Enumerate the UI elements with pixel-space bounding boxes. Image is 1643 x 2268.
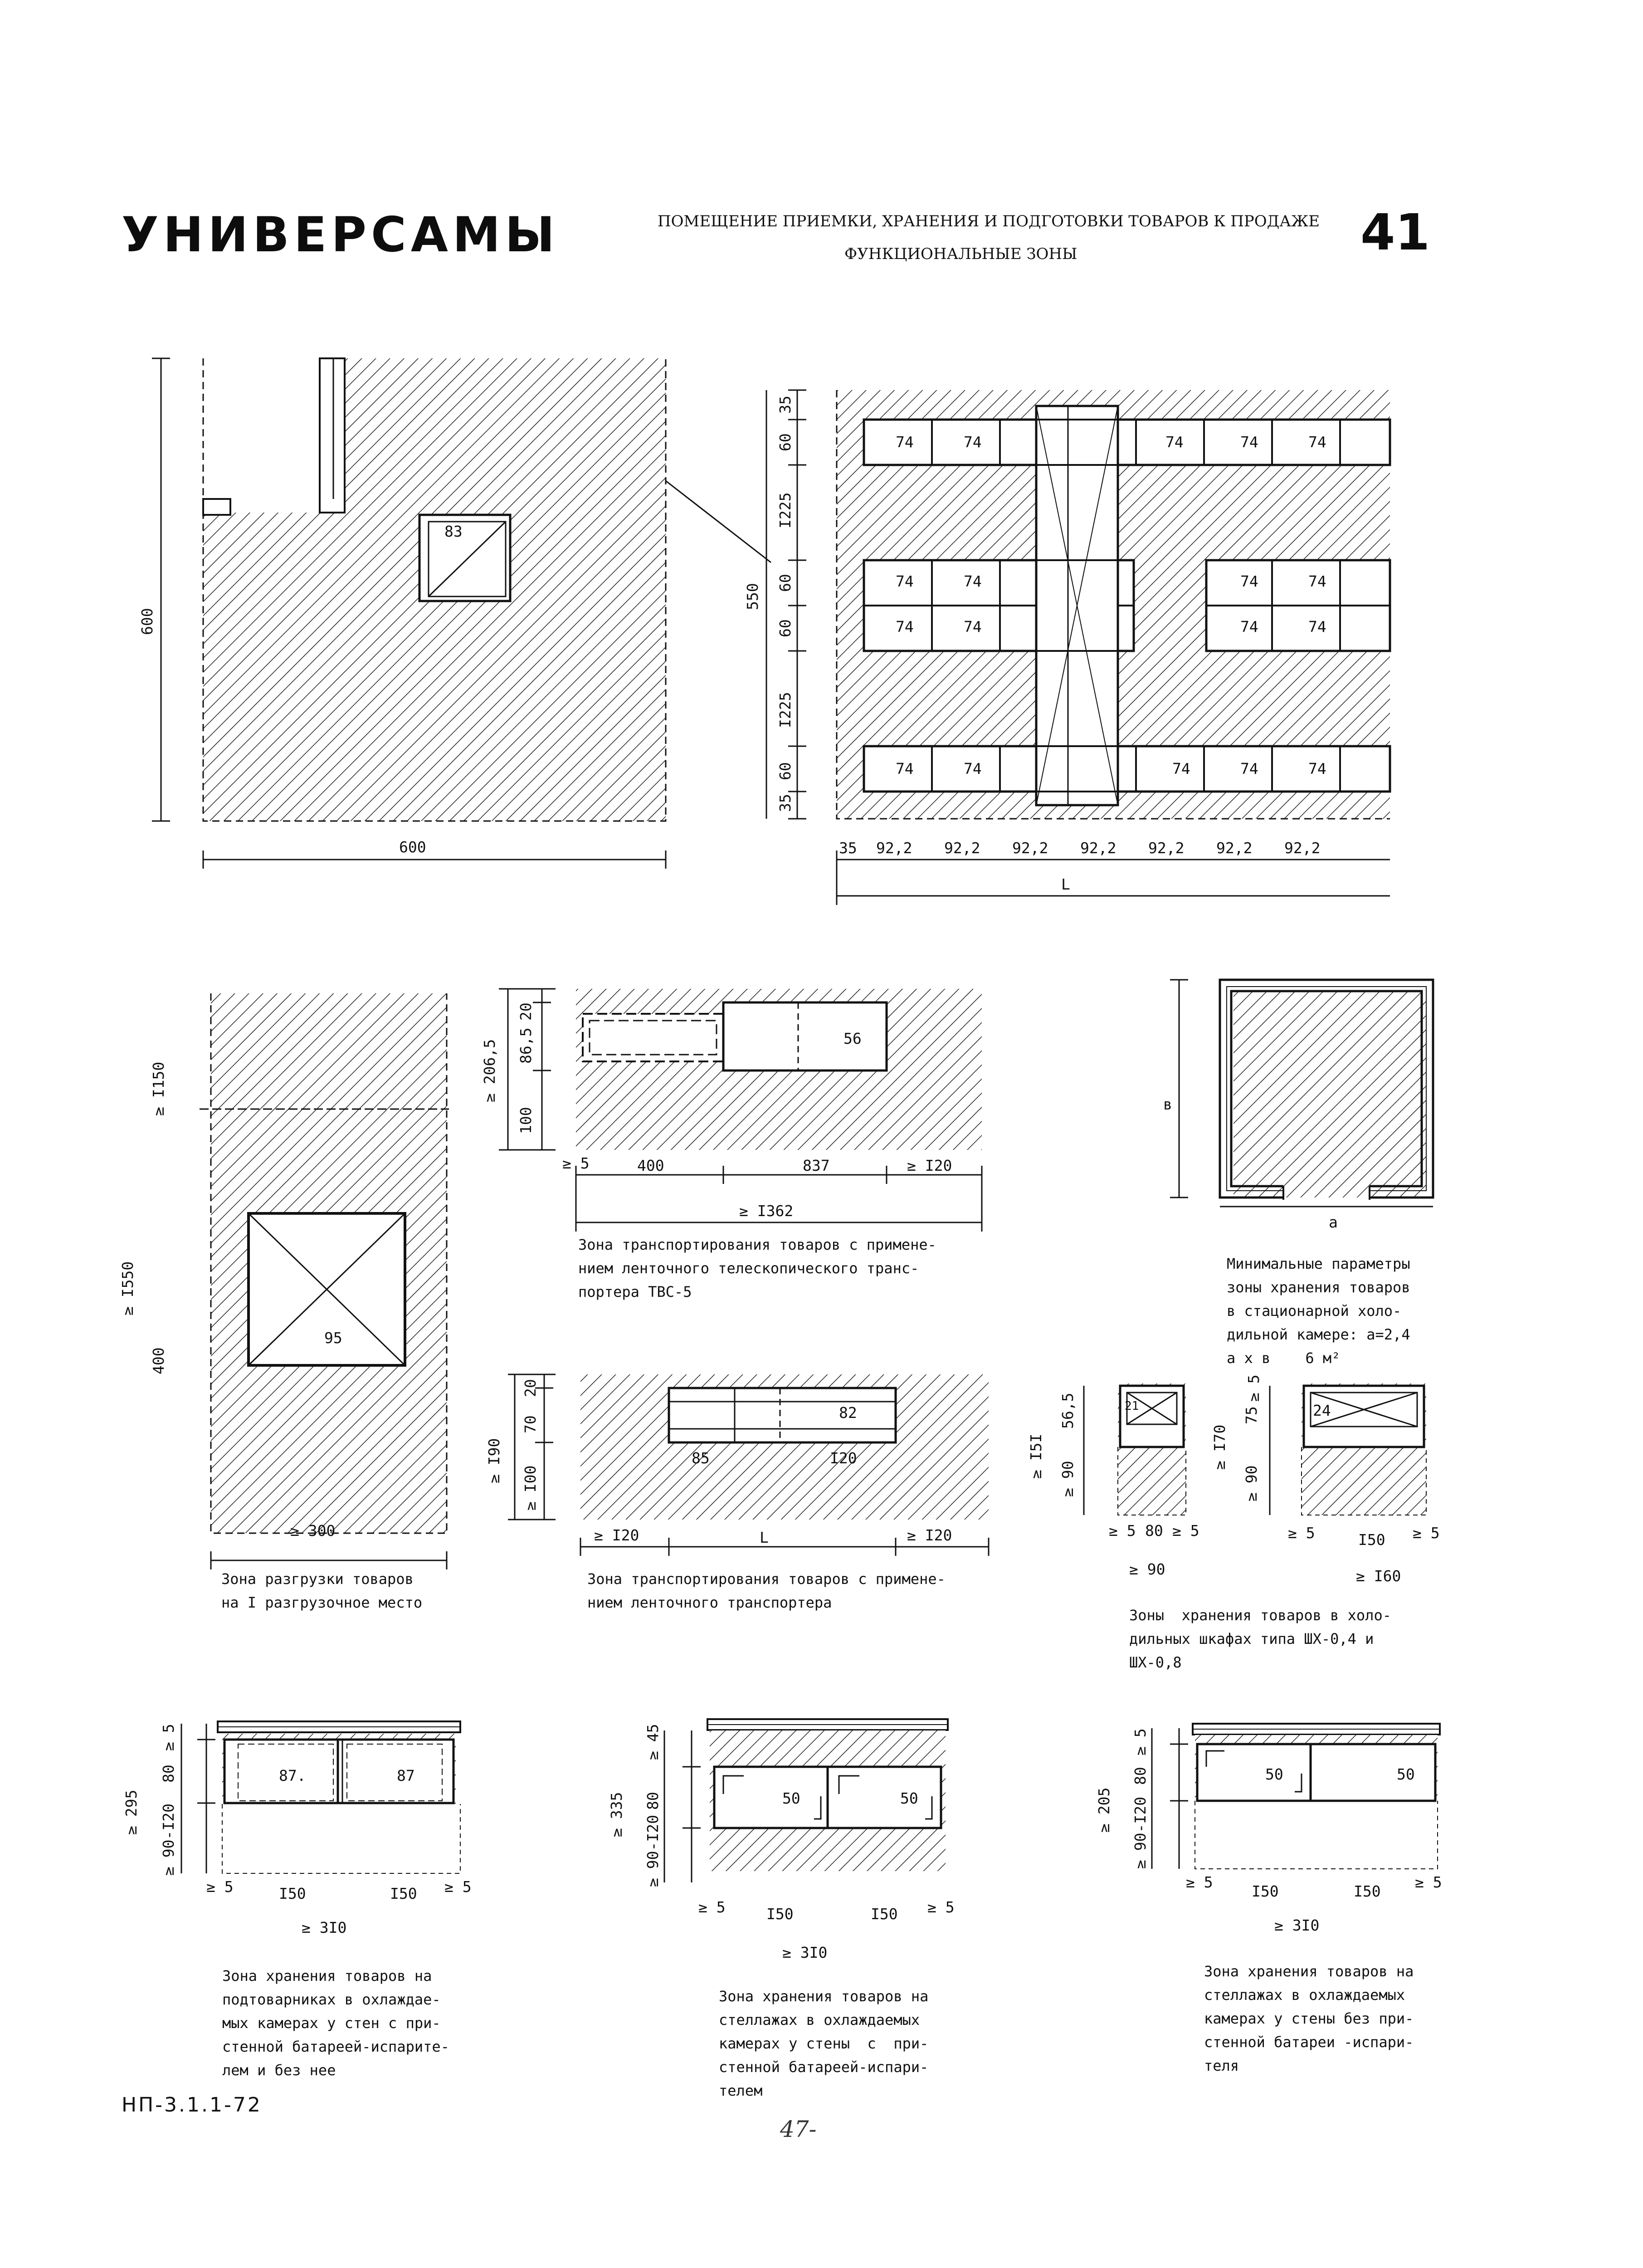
shelves-battery-caption: Зона хранения товаров на стеллажах в охлаждаемых камерах у стены с при- стенной батареей-испари- телем [719,1988,929,2099]
shelf-item: 50 [900,1789,918,1807]
pallet-item: 87 [397,1767,415,1784]
cabinet-item: 24 [1313,1402,1331,1419]
shelf-hdim: I50 [1252,1882,1279,1900]
belt-vdim: ≥ I00 [522,1465,539,1510]
belt-item: 82 [839,1404,857,1422]
rack-vdim: 60 [776,433,794,451]
rack-label: 74 [1165,433,1184,451]
rack-hdim: 35 [839,839,857,857]
belt-hdim: ≥ I20 [907,1526,952,1544]
rack-label: 74 [964,433,982,451]
telescopic-hdim: ≥ I20 [907,1157,952,1174]
rack-row-mid-right [1206,560,1390,651]
cabinet-vdim: ≥ I70 [1211,1424,1229,1470]
rack-length-label: L [1061,875,1070,893]
shelf-item: 50 [1265,1765,1283,1783]
pallet-item: 87. [279,1767,306,1784]
pallet-vdim: ≥ 90-I20 [160,1804,177,1876]
document-code: НП-3.1.1-72 [122,2093,262,2116]
rack-hdim: 92,2 [1080,839,1116,857]
shelf-vdim: ≥ 90-I20 [1131,1797,1149,1869]
cabinet-hdim: I50 [1358,1531,1385,1549]
belt-inner-dim: I20 [830,1449,857,1467]
unloading-item: 95 [324,1329,342,1347]
rack-vdim: I225 [776,492,794,528]
shelf-vtotal: ≥ 335 [608,1792,625,1837]
rack-label: 74 [1240,760,1258,777]
cabinet-hdim: ≥ 5 [1109,1522,1136,1540]
shelf-item: 50 [1397,1765,1415,1783]
pallet-vtotal: ≥ 295 [122,1789,140,1835]
rack-hdim: 92,2 [1148,839,1185,857]
plan-small-width-dim: 600 [399,838,426,856]
cabinet-vdim: ≥ 5 [1245,1374,1263,1402]
telescopic-hdim: ≥ 5 [562,1154,590,1172]
shelf-hdim: I50 [1354,1882,1381,1900]
cabinet-vdim: 56,5 [1059,1393,1077,1429]
plan-small [152,358,771,869]
telescopic-vdim: 86,5 [517,1027,535,1064]
rack-label: 74 [964,618,982,635]
unloading-caption: Зона разгрузки товаров на I разгрузочное место [221,1570,423,1611]
rack-label: 74 [1308,618,1326,635]
shelf-vdim: ≥ 90-I20 [644,1815,662,1887]
cabinet-item: 21 [1125,1399,1139,1413]
belt-vdim: 20 [522,1379,539,1397]
cold-chamber [1170,980,1433,1207]
belt-item: 85 [692,1449,710,1467]
pallet-hdim: ≥ 5 [444,1878,472,1896]
rack-label: 74 [964,572,982,590]
section-subtitle: ПОМЕЩЕНИЕ ПРИЕМКИ, ХРАНЕНИЯ И ПОДГОТОВКИ ТОВАРОВ К ПРОДАЖЕ [658,212,1320,230]
telescopic-hdim: 837 [803,1157,830,1174]
shelf-vdim: ≥ 45 [644,1724,662,1760]
shelf-hdim: I50 [871,1905,898,1923]
page-folio: 47- [780,2116,817,2142]
pallet-hdim: I50 [390,1885,417,1902]
rack-label: 74 [1172,760,1190,777]
rack-hdim: 92,2 [1012,839,1048,857]
shelves-no-battery-zone [1152,1724,1440,1869]
shelf-vdim: 80 [644,1792,662,1810]
cabinet-vdim: ≥ I5I [1027,1433,1045,1479]
unloading-zone [200,993,449,1569]
shelf-vdim: 80 [1131,1767,1149,1785]
telescopic-vdim: 100 [517,1107,535,1134]
rack-label: 74 [896,572,914,590]
pallet-vdim: 80 [160,1765,177,1783]
unloading-dim-width: ≥ 300 [290,1522,336,1540]
rack-label: 74 [1240,618,1258,635]
telescopic-vdim: 20 [517,1002,535,1021]
telescopic-zone [499,989,982,1232]
rack-vdim: 60 [776,619,794,637]
telescopic-caption: Зона транспортирования товаров с примене- нием ленточного телескопического транс- портера ТВС-5 [578,1236,936,1300]
rack-label: 74 [896,618,914,635]
cold-chamber-side-a: а [1329,1213,1338,1231]
cabinet-hdim: ≥ 5 [1172,1522,1199,1540]
shelf-hdim: ≥ 5 [927,1898,955,1916]
unloading-dim-total: ≥ I550 [119,1261,137,1315]
belt-vdim: 70 [522,1415,539,1433]
telescopic-htotal: ≥ I362 [739,1202,794,1220]
cabinet-hdim: ≥ 5 [1413,1524,1440,1542]
pallet-vdim: ≥ 5 [160,1724,177,1751]
shelf-hdim: ≥ 5 [1415,1873,1442,1891]
pallets-caption: Зона хранения товаров на подтоварниках в охлаждае- мых камерах у стен с при- стенной батареей-испарите- лем и без нее [222,1967,449,2079]
shelves-no-battery-caption: Зона хранения товаров на стеллажах в охлаждаемых камерах у стены без при- стенной батареи -испари- теля [1204,1963,1414,2074]
cabinet-hdim: ≥ I60 [1356,1567,1401,1585]
page-number: 41 [1360,203,1430,261]
unloading-dim-top: ≥ I150 [150,1061,167,1116]
rack-label: 74 [964,760,982,777]
rack-label: 74 [1240,572,1258,590]
rack-label: 74 [896,433,914,451]
rack-hdim: 92,2 [944,839,980,857]
rack-vdim: 35 [776,794,794,812]
telescopic-vtotal: ≥ 206,5 [481,1039,498,1102]
rack-hdim: 92,2 [876,839,912,857]
cabinet-vdim: 75 [1243,1406,1260,1424]
rack-label: 74 [1240,433,1258,451]
cabinet-vdim: ≥ 90 [1243,1465,1260,1501]
shelf-vdim: ≥ 5 [1131,1728,1149,1755]
cabinet-hdim: ≥ 90 [1129,1560,1165,1578]
unloading-dim-mid: 400 [150,1347,167,1374]
shelf-vtotal: ≥ 205 [1095,1787,1113,1833]
belt-vtotal: ≥ I90 [485,1438,503,1483]
section-subtitle-2: ФУНКЦИОНАЛЬНЫЕ ЗОНЫ [844,245,1077,263]
shelf-hdim: I50 [766,1905,794,1923]
pallet-hdim: I50 [279,1885,306,1902]
page-title: УНИВЕРСАМЫ [122,207,560,263]
plan-racks [766,390,1390,905]
shelf-htotal: ≥ 3I0 [782,1944,828,1961]
rack-hdim: 92,2 [1284,839,1321,857]
shelf-hdim: ≥ 5 [1186,1873,1213,1891]
shelf-htotal: ≥ 3I0 [1274,1916,1320,1934]
rack-label: 74 [1308,433,1326,451]
rack-label: 74 [1308,760,1326,777]
rack-vdim: 60 [776,762,794,780]
rack-label: 74 [896,760,914,777]
rack-hdim: 92,2 [1216,839,1253,857]
belt-caption: Зона транспортирования товаров с примене- нием ленточного транспортера [587,1570,946,1611]
cabinets-caption: Зоны хранения товаров в холо- дильных шкафах типа ШХ-0,4 и ШХ-0,8 [1129,1607,1391,1671]
pallet-hdim: ≥ 5 [206,1878,234,1896]
shelf-item: 50 [782,1789,800,1807]
shelf-hdim: ≥ 5 [698,1898,726,1916]
cold-chamber-caption: Минимальные параметры зоны хранения товаров в стационарной холо- дильной камере: а=2,4 а х в 6 м² [1227,1255,1410,1367]
cabinet-hdim: 80 [1145,1522,1163,1540]
belt-hdim: L [760,1529,769,1546]
plan-small-height-dim: 600 [138,608,156,635]
rack-vdim: 35 [776,396,794,414]
belt-hdim: ≥ I20 [594,1526,639,1544]
rack-label: 74 [1308,572,1326,590]
rack-total-dim: 550 [744,583,761,610]
rack-vdim: I225 [776,692,794,728]
pallet-htotal: ≥ 3I0 [302,1919,347,1936]
cabinet-hdim: ≥ 5 [1288,1524,1315,1542]
rack-vdim: 60 [776,574,794,592]
cold-chamber-side-b: в [1163,1095,1172,1113]
cabinet-vdim: ≥ 90 [1059,1461,1077,1497]
pallets-zone [181,1721,460,1873]
telescopic-hdim: 400 [637,1157,664,1174]
telescopic-item: 56 [843,1030,862,1047]
plan-small-item: 83 [444,523,463,540]
